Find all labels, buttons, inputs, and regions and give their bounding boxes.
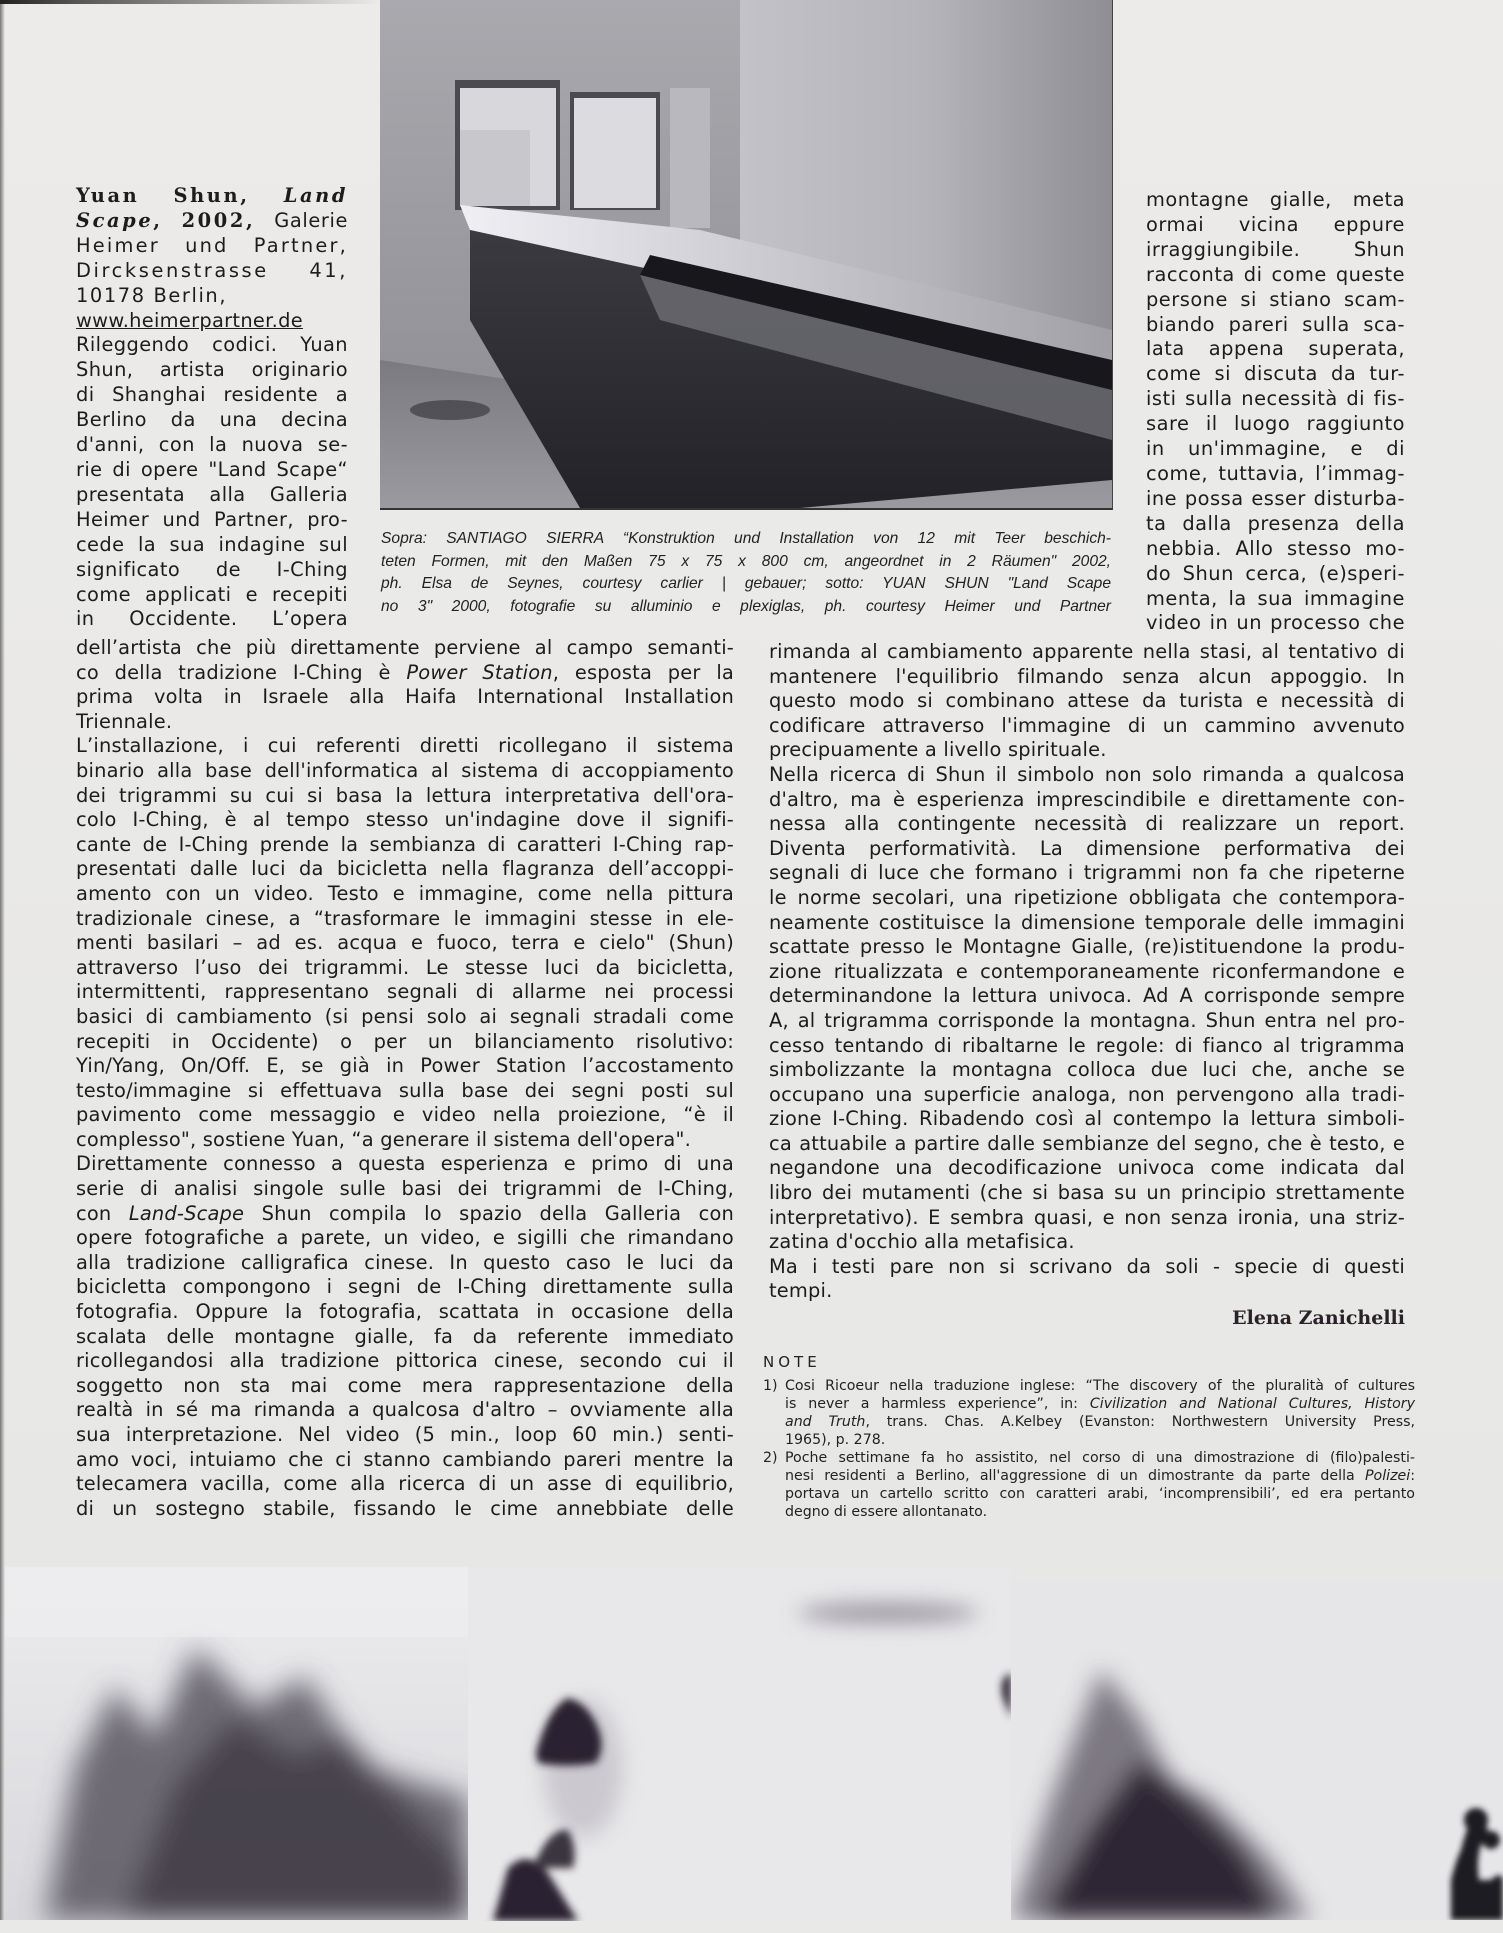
text-line: presentati dalle luci da bicicletta nella flagranza dell’accoppi- — [76, 857, 734, 881]
text-line: occupano una superficie analoga, non pervengono alla tradi- — [769, 1082, 1405, 1106]
text-line: Triennale. — [76, 709, 173, 733]
text-line: ca attuabile a partire dalle sembianze del segno, che è testo, e — [769, 1131, 1405, 1155]
text-segment: : — [1410, 1468, 1415, 1484]
footnote — [763, 1449, 1415, 1521]
text-line: dell’artista che più direttamente perviene al campo semanti- — [76, 636, 734, 659]
text-line: irraggiungibile. Shun — [1146, 237, 1405, 261]
text-line: recepiti in Occidente) o per un bilanciamento risolutivo: — [76, 1029, 734, 1053]
article-column-right — [769, 640, 1405, 1304]
text-line: intermittenti, rappresentano segnali di allarme nei processi — [76, 980, 734, 1004]
gallery-address-line: Dircksenstrasse 41, — [76, 258, 348, 282]
text-line: Diventa performatività. La dimensione performativa dei — [769, 836, 1405, 860]
text-line: Shun, artista originario — [76, 358, 348, 382]
text-line: presentata alla Galleria — [76, 482, 348, 506]
installation-photo — [380, 0, 1113, 510]
right-sidebar-text — [1146, 188, 1405, 636]
caption-line: Sopra: SANTIAGO SIERRA “Konstruktion und Installation von 12 mit Teer beschich- — [381, 530, 1111, 547]
text-line: testo/immagine si effettuava sulla base dei segni posti sul — [76, 1078, 734, 1102]
text-line: A, al trigramma corrisponde la montagna. Shun entra nel pro- — [769, 1008, 1405, 1032]
text-line: basici di cambiamento (si pensi solo ai segnali stradali come — [76, 1004, 734, 1028]
text-line: portava un cartello scritto con caratteri arabi, ‘incomprensibili’, ed era pertanto — [785, 1486, 1415, 1502]
text-line: lata appena superata, — [1146, 337, 1405, 361]
text-line: complesso", sostiene Yuan, “a generare il sistema dell'opera". — [76, 1127, 691, 1151]
caption-line: ph. Elsa de Seynes, courtesy carlier | gebauer; sotto: YUAN SHUN "Land Scape — [381, 575, 1111, 592]
text-line: Rileggendo codici. Yuan — [76, 333, 348, 357]
text-line: zatina d'occhio alla metafisica. — [769, 1230, 1075, 1254]
footnote-text — [785, 1377, 1415, 1449]
text-line: opere fotografiche a parete, un video, e sigilli che rimandano — [76, 1226, 734, 1250]
text-line: interpretativo). E sembra quasi, e non senza ironia, una striz- — [769, 1205, 1405, 1229]
text-line: Ma i testi pare non si scrivano da soli - specie di questi — [769, 1254, 1405, 1278]
text-line: Cosi Ricoeur nella traduzione inglese: “The discovery of the pluralità of cultures — [785, 1378, 1415, 1394]
text-line: sare il luogo raggiunto — [1146, 412, 1405, 436]
text-line: binario alla base dell'informatica al sistema di accoppiamento — [76, 758, 734, 782]
text-line: amo voci, intuiamo che ci stanno cambiando pareri mentre la — [76, 1447, 734, 1471]
text-line: attraverso l’uso dei trigrammi. Le stesse luci da bicicletta, — [76, 955, 734, 979]
text-line: come si discuta da tur- — [1146, 362, 1405, 386]
text-line: ormai vicina eppure — [1146, 212, 1405, 236]
text-line: colo I-Ching, è al tempo stesso un'indagine dove il signifi- — [76, 808, 734, 832]
installation-photo-image — [380, 0, 1112, 508]
text-segment: , esposta per la — [552, 660, 734, 684]
text-line: precipuamente a livello spirituale. — [769, 738, 1107, 762]
text-line: negandone una decodificazione univoca come indicata dal — [769, 1156, 1405, 1180]
text-line: racconta di come queste — [1146, 262, 1405, 286]
text-segment: , trans. Chas. A.Kelbey (Evanston: Northwestern University Press, — [865, 1414, 1415, 1430]
text-line: tradizionale cinese, a “trasformare le immagini stesse in ele- — [76, 906, 734, 930]
mountain-photo-right — [1011, 1580, 1503, 1933]
text-line: mantenere l'equilibrio filmando senza alcun appoggio. In — [769, 664, 1405, 688]
text-line — [76, 661, 734, 686]
text-line: serie di analisi singole sulle basi dei trigrammi de I-Ching, — [76, 1177, 734, 1201]
mountain-photo-left-image — [5, 1567, 468, 1920]
text-line: alla tradizione calligrafica cinese. In questo caso le luci da — [76, 1250, 734, 1274]
text-line: Poche settimane fa ho assistito, nel corso di una dimostrazione di (filo)palesti- — [785, 1450, 1415, 1466]
text-line: in Occidente. L’opera — [76, 607, 348, 631]
text-line: segnali di luce che formano i trigrammi non fa che ripeterne — [769, 861, 1405, 885]
text-line: significato de I-Ching — [76, 557, 348, 581]
gallery-website-link[interactable]: www.heimerpartner.de — [76, 308, 303, 332]
text-line — [785, 1467, 1415, 1485]
footnote-number: 2) — [763, 1450, 778, 1466]
text-line: d'altro, ma è esperienza imprescindibile e direttamente con- — [769, 787, 1405, 811]
text-line: degno di essere allontanato. — [785, 1504, 988, 1520]
text-line: ine possa esser disturba- — [1146, 486, 1405, 510]
text-line: soggetto non sta mai come mera rappresentazione della — [76, 1373, 734, 1397]
text-line: simbolizzante la montagna colloca due luci che, anche se — [769, 1058, 1405, 1082]
text-line: nebbia. Allo stesso mo- — [1146, 536, 1405, 560]
italic-title: Polizei — [1364, 1468, 1411, 1484]
text-line: telecamera vacilla, come alla ricerca di un asse di equilibrio, — [76, 1472, 734, 1496]
text-line: d'anni, con la nuova se- — [76, 433, 348, 457]
text-line: Direttamente connesso a questa esperienza e primo di una — [76, 1152, 734, 1176]
text-line: L’installazione, i cui referenti diretti ricollegano il sistema — [76, 734, 734, 758]
text-line: pavimento come messaggio e video nella proiezione, “è il — [76, 1103, 734, 1127]
italic-title: and Truth — [785, 1414, 866, 1430]
caption-line: no 3" 2000, fotografie su alluminio e plexiglas, ph. courtesy Heimer und Partner — [381, 597, 1111, 615]
italic-title: Land-Scape — [128, 1201, 245, 1225]
notes-list — [763, 1377, 1415, 1521]
text-line: isti sulla necessità di fis- — [1146, 387, 1405, 411]
footnote-number: 1) — [763, 1378, 778, 1394]
text-segment: Shun compila lo spazio della Galleria con — [244, 1201, 735, 1225]
text-line: come applicati e recepiti — [76, 582, 348, 606]
text-segment: con — [76, 1201, 129, 1225]
text-line: in un'immagine, e di — [1146, 437, 1405, 461]
text-line: codificare attraverso l'immagine di un cammino avvenuto — [769, 713, 1405, 737]
exhibition-heading-line-1: Yuan Shun, Land — [76, 184, 348, 207]
text-line: menta, la sua immagine — [1146, 586, 1405, 610]
text-line: come, tuttavia, l’immag- — [1146, 461, 1405, 485]
text-line: determinandone la lettura univoca. Ad A corrisponde sempre — [769, 984, 1405, 1008]
text-line: biando pareri sulla sca- — [1146, 312, 1405, 336]
text-line: nessa alla contingente necessità di realizzare un report. — [769, 812, 1405, 836]
text-line: video in un processo che — [1146, 611, 1405, 635]
mountain-photo-left — [5, 1567, 468, 1920]
text-line: fotografia. Oppure la fotografia, scattata in occasione della — [76, 1300, 734, 1324]
text-line: 1965), p. 278. — [785, 1432, 886, 1448]
text-line: do Shun cerca, (e)speri- — [1146, 561, 1405, 585]
text-line: Heimer und Partner, pro- — [76, 507, 348, 531]
text-segment: is never a harmless experience”, in: — [785, 1396, 1090, 1412]
mountain-photo-center-image — [468, 1568, 1011, 1921]
intro-text — [76, 333, 348, 632]
text-line: montagne gialle, meta — [1146, 188, 1405, 211]
text-line: neamente costituisce la dimensione temporale delle immagini — [769, 910, 1405, 934]
text-line — [785, 1413, 1415, 1431]
text-line: tempi. — [769, 1279, 833, 1303]
text-line: sua interpretazione. Nel video (5 min., loop 60 min.) senti- — [76, 1423, 734, 1446]
text-line: dei trigrammi su cui si basa la lettura interpretativa dell'ora- — [76, 783, 734, 807]
text-line: libro dei mutamenti (che si basa su un principio strettamente — [769, 1181, 1405, 1205]
text-line: rie di opere "Land Scape“ — [76, 457, 348, 481]
gallery-address-line: Heimer und Partner, — [76, 233, 348, 257]
italic-title: Civilization and National Cultures, History — [1089, 1396, 1415, 1412]
text-line: Berlino da una decina — [76, 408, 348, 432]
text-line: cesso tentando di ribaltarne le regole: di fianco al trigramma — [769, 1033, 1405, 1057]
footnote-text — [785, 1449, 1415, 1521]
text-line: zione ritualizzata e contemporaneamente riconfermandone e — [769, 959, 1405, 983]
exhibition-heading-line-2: Scape, 2002, Galerie — [76, 208, 348, 232]
text-line: ricollegandosi alla tradizione pittorica cinese, secondo cui il — [76, 1349, 734, 1373]
notes-title: NOTE — [763, 1353, 821, 1371]
text-line: amento con un video. Testo e immagine, come nella pittura — [76, 881, 734, 905]
text-segment: nesi residenti a Berlino, all'aggressione di un dimostrante da parte della — [785, 1468, 1365, 1484]
text-line: le norme secolari, una ripetizione obbligata che contempora- — [769, 885, 1405, 909]
text-line: persone si stiano scam- — [1146, 287, 1405, 311]
mountain-photo-center — [468, 1568, 1011, 1921]
text-line: di Shanghai residente a — [76, 383, 348, 407]
text-line: menti basilari – ad es. acqua e fuoco, terra e cielo" (Shun) — [76, 931, 734, 955]
text-line: Nella ricerca di Shun il simbolo non solo rimanda a qualcosa — [769, 762, 1405, 786]
footnotes — [763, 1353, 1415, 1521]
photo-caption — [381, 528, 1111, 618]
text-line: ta dalla presenza della — [1146, 511, 1405, 535]
page-top-edge — [0, 0, 380, 4]
exhibition-info-sidebar — [76, 184, 348, 632]
caption-line: teten Formen, mit den Maßen 75 x 75 x 800 cm, angeordnet in 2 Räumen" 2002, — [381, 552, 1111, 570]
text-line — [785, 1395, 1415, 1413]
gallery-address-line: 10178 Berlin, — [76, 283, 228, 307]
text-line: bicicletta compongono i segni de I-Ching direttamente sulla — [76, 1275, 734, 1299]
author-signature: Elena Zanichelli — [1232, 1307, 1405, 1329]
text-line: realtà in sé ma rimanda a qualcosa d'altro – ovviamente alla — [76, 1398, 734, 1422]
text-line: Yin/Yang, On/Off. E, se già in Power Station l’accostamento — [76, 1054, 734, 1078]
text-line: cante de I-Ching prende la sembianza di caratteri I-Ching rap- — [76, 832, 734, 856]
text-line: cede la sua indagine sul — [76, 532, 348, 556]
text-line: zione I-Ching. Ribadendo così al contempo la lettura simboli- — [769, 1107, 1405, 1131]
text-segment: co della tradizione I-Ching è — [76, 660, 407, 684]
footnote — [763, 1377, 1415, 1449]
text-line: di un sostegno stabile, fissando le cime annebbiate delle — [76, 1496, 734, 1520]
text-line: scattate presso le Montagne Gialle, (re)istituendone la produ- — [769, 935, 1405, 959]
article-column-left — [76, 636, 734, 1521]
text-line: scalata delle montagne gialle, fa da referente immediato — [76, 1324, 734, 1348]
mountain-photo-right-image — [1011, 1580, 1503, 1920]
text-line: prima volta in Israele alla Haifa International Installation — [76, 685, 734, 709]
text-line: rimanda al cambiamento apparente nella stasi, al tentativo di — [769, 640, 1405, 663]
text-line: questo modo si combinano attese da turista e necessità di — [769, 689, 1405, 713]
text-line — [76, 1202, 734, 1227]
italic-title: Power Station — [406, 660, 553, 684]
